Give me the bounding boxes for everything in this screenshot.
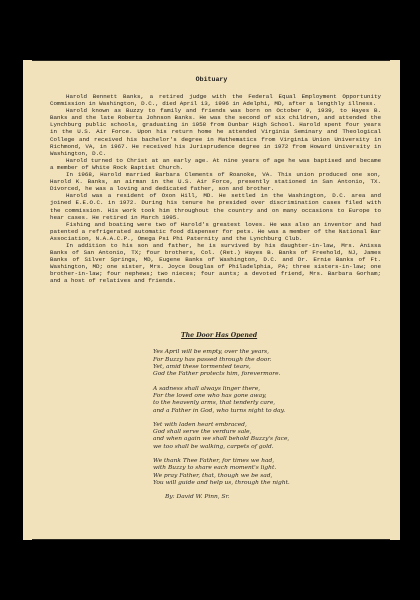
poem-line: For Buzzy has passed through the door. xyxy=(153,356,272,363)
poem-line: to the heavenly arms, that tenderly care, xyxy=(153,400,276,407)
poem-line: We thank Thee Father, for times we had, xyxy=(153,457,275,464)
obituary-paragraph: In addition to his son and father, he is survived by his daughter-in-law, Mrs. Anissa Banks of San Antonio, TX; four brothers, Col. (Ret.) Hayes B. Banks of Freehold, NJ, James Banks of Silver Springs, MD, Eugene Banks of Washington, D.C. and Dr. Ernie Banks of Ft. Washington, MD; one sister, Mrs. Joyce Douglas of Philadelphia, PA; three sisters-in-law; one brother-in-law; four nephews; two nieces; four aunts; a devoted friend, Mrs. Barbara Gorham; and a host of relatives and friends. xyxy=(50,241,381,285)
poem-title: The Door Has Opened xyxy=(181,332,258,339)
poem-line: We pray Father, that, though we be sad, xyxy=(153,472,273,479)
obituary-paragraph: Fishing and boating were two of Harold's greatest loves. He was also an inventor and had patented a refrigerated automatic food dispenser for pets. He was a member of the National Bar Association, N.A.A.C.P., Omega Psi Phi Paternity and the Lynchburg Club. xyxy=(50,220,381,242)
poem-line: You will guide and help us, through the night. xyxy=(153,479,290,486)
poem-line: For the loved one who has gone away, xyxy=(153,392,267,399)
document-page xyxy=(23,60,400,540)
poem-line: and a Father in God, who turns night to day. xyxy=(153,407,286,414)
poem-line: with Buzzy to share each moment's light. xyxy=(153,465,277,472)
poem-line: Yet with laden heart embraced, xyxy=(153,421,247,428)
poem-line: God shall serve the verdure sale, xyxy=(153,429,252,436)
obituary-paragraph: Harold known as Buzzy to family and friends was born on October 9, 1939, to Hayes B. Banks and the late Roberta Johnson Banks. He was the second of six children, and attended the Lynchburg public schools, graduating in 1958 from Dunbar High School. Harold spent four years in the U.S. Air Force. Upon his return home he attended Virginia Seminary and Theological College and received his bachelor's degree in Mathematics from Virginia Union University in Richmond, VA, in 1967. He received his Jurisprudence degree in 1972 from Howard University in Washington, D.C. xyxy=(50,107,381,157)
poem-author: By: David W. Pinn, Sr. xyxy=(165,494,230,501)
obituary-paragraph: In 1968, Harold married Barbara Clements of Roanoke, VA. This union produced one son, Harold K. Banks, an airman in the U.S. Air Force, presently stationed in San Antonio, TX. Divorced, he was a loving and dedicated father, son and brother. xyxy=(50,171,381,193)
poem-stanza xyxy=(153,458,383,487)
poem-stanza xyxy=(153,349,383,378)
poem-line: God the Father protects him, forevermore. xyxy=(153,371,281,378)
poem-line: and when again we shall behold Buzzy's face, xyxy=(153,436,290,443)
poem xyxy=(153,332,383,501)
obituary-paragraph: Harold turned to Christ at an early age. At nine years of age he was baptised and became a member of White Rock Baptist Church. xyxy=(50,156,381,171)
top-border-line xyxy=(32,60,390,61)
obituary-paragraph: Harold was a resident of Oxon Hill, MD. He settled in the Washington, D.C. area and joined E.E.O.C. in 1972. During his tenure he presided over discrimination cases filed with the commission. His work took him throughout the country and on many occasions to Europe to hear cases. He retired in March 1995. xyxy=(50,192,381,221)
bottom-border-line xyxy=(32,539,390,540)
obituary-text xyxy=(50,93,381,285)
poem-stanza xyxy=(153,422,383,451)
obituary-paragraph: Harold Bennett Banks, a retired judge with the Federal Equal Employment Opportunity Commission in Washington, D.C., died April 13, 1996 in Adelphi, MD, after a lengthly illness. xyxy=(50,93,381,108)
poem-stanza xyxy=(153,386,383,415)
poem-line: A sadness shall always linger there, xyxy=(153,385,261,392)
poem-line: Yet, amid these tormented tears, xyxy=(153,364,251,371)
poem-line: Yes April will be empty, over the years, xyxy=(153,349,270,356)
page-title: Obituary xyxy=(195,76,228,83)
poem-line: we too shall be walking, carpets of gold. xyxy=(153,443,274,450)
